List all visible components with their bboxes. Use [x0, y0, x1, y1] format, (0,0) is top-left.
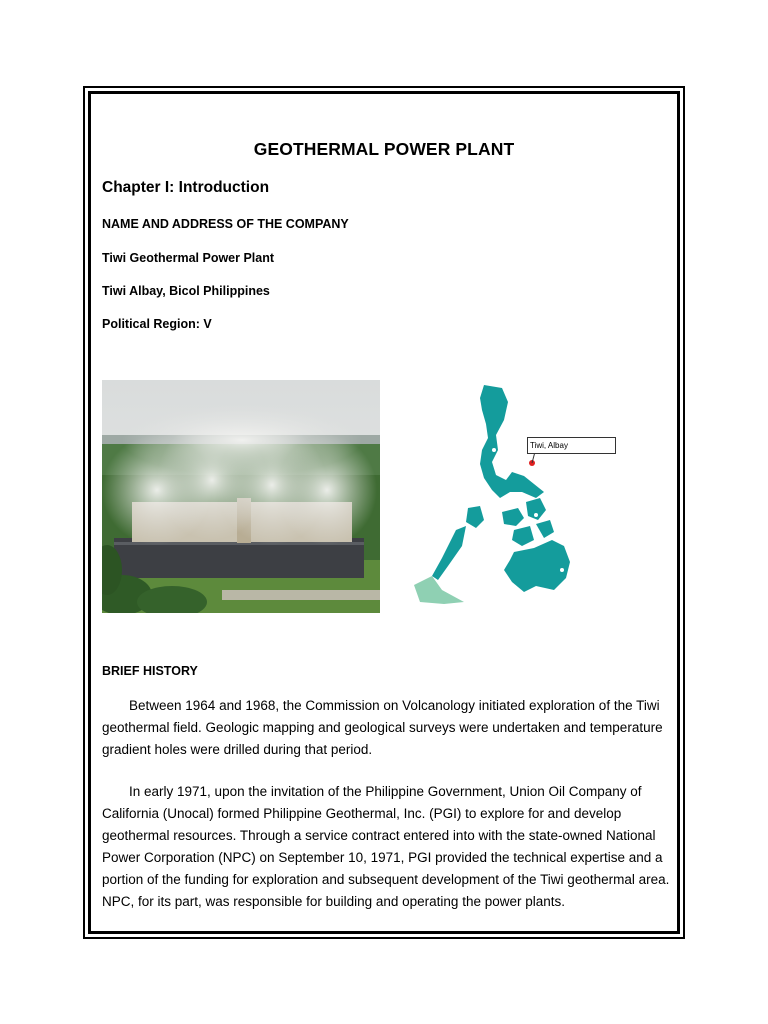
history-paragraph-2-text: In early 1971, upon the invitation of the Philippine Government, Union Oil Company of California (Unocal) formed Philippine Geothermal, Inc. (PGI) to explore for and develop geothermal resources. Through a service contract entered into with the state-owned National Power Corporation (NPC) on September 10, 1971, PGI provided the technical expertise and a portion of the funding for exploration and subsequent development of the Tiwi geothermal area. NPC, for its part, was responsible for building and operating the power plants.	[102, 784, 670, 909]
page-title: GEOTHERMAL POWER PLANT	[253, 139, 515, 159]
political-region: Political Region: V	[102, 317, 212, 331]
chapter-heading: Chapter I: Introduction	[102, 179, 270, 196]
power-plant-photo	[102, 380, 380, 613]
philippines-map	[384, 380, 676, 613]
map-location-label: Tiwi, Albay	[527, 437, 616, 454]
company-name: Tiwi Geothermal Power Plant	[102, 251, 275, 265]
history-heading: BRIEF HISTORY	[102, 664, 198, 678]
history-paragraph-2	[102, 781, 682, 913]
company-heading: NAME AND ADDRESS OF THE COMPANY	[102, 217, 349, 231]
history-paragraph-1	[102, 695, 682, 761]
company-address: Tiwi Albay, Bicol Philippines	[102, 284, 270, 298]
history-paragraph-1-text: Between 1964 and 1968, the Commission on Volcanology initiated exploration of the Tiwi geothermal field. Geologic mapping and geological surveys were undertaken and temperature gradient holes were drilled during that period.	[102, 698, 663, 757]
